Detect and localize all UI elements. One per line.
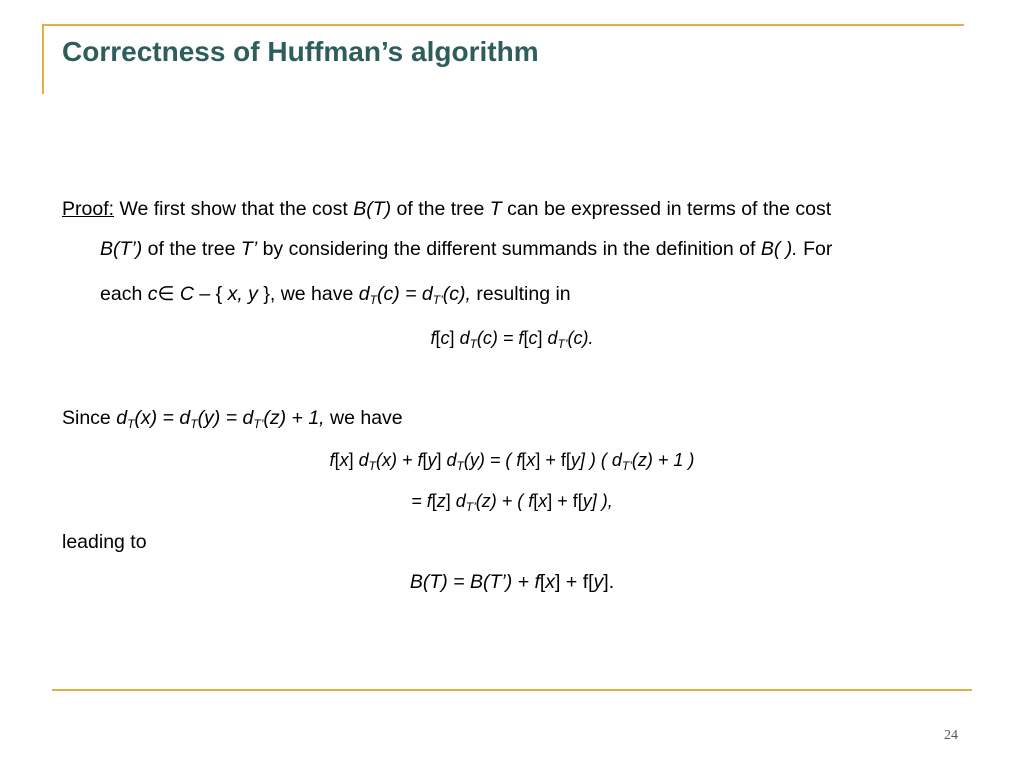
math: c — [147, 283, 158, 305]
text: ] — [445, 491, 456, 511]
math: f — [329, 450, 335, 470]
math: B(T) — [353, 198, 392, 220]
text: [ — [539, 571, 546, 593]
math: z — [436, 491, 446, 511]
text: can be expressed in terms of the cost — [501, 198, 832, 220]
text: [ — [435, 328, 441, 348]
text: ] — [436, 450, 447, 470]
text: – { — [193, 283, 228, 305]
math: d — [116, 407, 128, 429]
leading-to-line: leading to — [62, 531, 147, 553]
text: by considering the different summands in the definition of — [257, 238, 761, 260]
math: (c) = f — [476, 328, 524, 348]
math: T’ — [240, 238, 258, 260]
math: (y) = ( f — [463, 450, 522, 470]
math: d — [358, 450, 369, 470]
subscript: T’ — [465, 500, 476, 514]
text: Since — [62, 407, 117, 429]
math: y — [570, 450, 580, 470]
text: ] — [449, 328, 460, 348]
proof-line-2 — [100, 237, 832, 261]
math: d — [459, 328, 470, 348]
text: For — [797, 238, 833, 260]
math: (z) + 1 ) — [631, 450, 695, 470]
math: f — [430, 328, 436, 348]
math: c — [440, 328, 450, 348]
subscript: T’ — [557, 337, 568, 351]
equation-1 — [0, 326, 1024, 350]
title-top-rule — [42, 24, 964, 26]
text: [ — [521, 450, 527, 470]
text: [ — [533, 491, 539, 511]
text: of the tree — [142, 238, 241, 260]
subscript: T — [127, 417, 135, 431]
math: C — [174, 283, 194, 305]
subscript: T — [368, 459, 376, 473]
text: resulting in — [470, 283, 571, 305]
text: ] + f — [535, 450, 566, 470]
math: x — [545, 571, 556, 593]
equation-4 — [0, 570, 1024, 594]
text: [ — [577, 491, 583, 511]
text: }, we have — [257, 283, 359, 305]
slide-title: Correctness of Huffman’s algorithm — [62, 36, 539, 67]
equation-2 — [0, 448, 1024, 472]
math: d — [358, 283, 370, 305]
math: (z) + 1, — [263, 407, 325, 429]
math: d — [446, 450, 457, 470]
text: each — [100, 283, 148, 305]
math: B( ). — [760, 238, 798, 260]
subscript: T — [456, 459, 464, 473]
text: ] — [348, 450, 359, 470]
math: ] ), — [591, 491, 613, 511]
subscript: T — [369, 293, 377, 307]
text: ] + f — [555, 571, 589, 593]
math: B(T’) — [100, 238, 143, 260]
math: (c). — [567, 328, 594, 348]
math: (x) = d — [134, 407, 191, 429]
subscript: T’ — [432, 293, 443, 307]
math: = f — [411, 491, 432, 511]
subscript: T’ — [253, 417, 264, 431]
proof-line-1 — [62, 197, 831, 221]
proof-label: Proof: — [62, 198, 115, 220]
math: y — [427, 450, 437, 470]
text: [ — [523, 328, 529, 348]
math: y — [593, 571, 604, 593]
math: T — [489, 198, 502, 220]
math: B(T) = B(T’) + f — [409, 571, 540, 593]
text: we have — [324, 407, 403, 429]
text: [ — [431, 491, 437, 511]
math: (c) = d — [376, 283, 433, 305]
math: x — [526, 450, 536, 470]
text: ]. — [603, 571, 615, 593]
math: y — [582, 491, 592, 511]
math: (z) + ( f — [475, 491, 534, 511]
math: d — [547, 328, 558, 348]
subscript: T’ — [621, 459, 632, 473]
text: [ — [422, 450, 428, 470]
subscript: T — [190, 417, 198, 431]
footer-rule — [52, 689, 972, 691]
text: [ — [588, 571, 594, 593]
proof-line-3 — [100, 282, 571, 306]
text: [ — [334, 450, 340, 470]
math: (c), — [442, 283, 471, 305]
math: (x) + f — [375, 450, 423, 470]
math: x — [339, 450, 349, 470]
text: of the tree — [391, 198, 490, 220]
text: ] — [537, 328, 548, 348]
math: (y) = d — [197, 407, 254, 429]
math: ] ) ( d — [579, 450, 622, 470]
since-line — [62, 406, 403, 430]
text: We first show that the cost — [114, 198, 354, 220]
equation-3 — [0, 489, 1024, 513]
title-left-rule — [42, 24, 44, 94]
text: [ — [565, 450, 571, 470]
math: x — [538, 491, 548, 511]
text: ] + f — [547, 491, 578, 511]
subscript: T — [469, 337, 477, 351]
math: c — [528, 328, 538, 348]
math: x, y — [227, 283, 258, 305]
element-of-symbol: ∈ — [157, 283, 175, 305]
math: d — [455, 491, 466, 511]
page-number: 24 — [944, 728, 958, 743]
